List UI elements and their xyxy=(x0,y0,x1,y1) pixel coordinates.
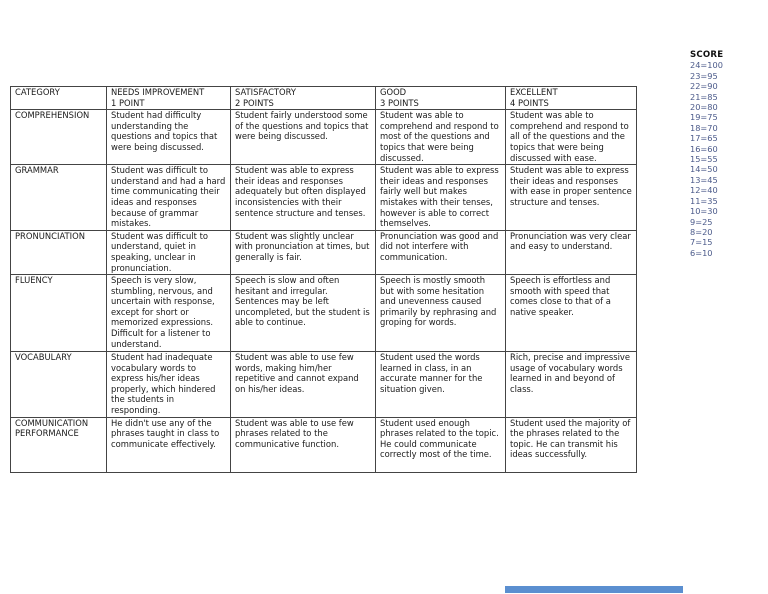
header-needs-improvement: NEEDS IMPROVEMENT 1 POINT xyxy=(107,87,231,110)
score-item: 11=35 xyxy=(690,195,718,206)
table-cell: He didn't use any of the phrases taught in class to communicate effectively. xyxy=(107,417,231,472)
table-cell: Student was difficult to understand, quiet in speaking, unclear in pronunciation. xyxy=(107,230,231,274)
score-title: SCORE xyxy=(690,50,724,60)
table-cell: Speech is effortless and smooth with speed that comes close to that of a native speaker. xyxy=(506,275,637,352)
table-cell: Student had difficulty understanding the questions and topics that were being discussed. xyxy=(107,110,231,165)
score-item: 9=25 xyxy=(690,216,713,227)
score-item: 15=55 xyxy=(690,154,718,165)
score-item: 7=15 xyxy=(690,237,713,248)
table-cell: Pronunciation was very clear and easy to understand. xyxy=(506,230,637,274)
row-category: COMPREHENSION xyxy=(11,110,107,165)
table-cell: Student was able to use few words, making him/her repetitive and cannot expand on his/her ideas. xyxy=(231,352,376,418)
header-row xyxy=(11,87,637,110)
table-cell: Student was able to use few phrases related to the communicative function. xyxy=(231,417,376,472)
score-item: 18=70 xyxy=(690,122,718,133)
rubric-table xyxy=(10,86,637,473)
decorative-blue-bar xyxy=(505,586,683,593)
header-satisfactory: SATISFACTORY 2 POINTS xyxy=(231,87,376,110)
table-cell: Student was difficult to understand and had a hard time communicating their ideas and responses because of grammar mistakes. xyxy=(107,165,231,231)
table-cell: Speech is slow and often hesitant and irregular. Sentences may be left uncompleted, but the student is able to continue. xyxy=(231,275,376,352)
row-category: FLUENCY xyxy=(11,275,107,352)
table-row xyxy=(11,352,637,418)
score-item: 22=90 xyxy=(690,81,718,92)
table-cell: Student was able to express their ideas and responses fairly well but makes mistakes with their tenses, however is able to correct themselves. xyxy=(376,165,506,231)
score-item: 13=45 xyxy=(690,174,718,185)
table-row xyxy=(11,165,637,231)
score-item: 16=60 xyxy=(690,143,718,154)
score-item: 21=85 xyxy=(690,91,718,102)
score-legend xyxy=(690,50,760,258)
table-row xyxy=(11,230,637,274)
score-item: 12=40 xyxy=(690,185,718,196)
row-category: COMMUNICATION PERFORMANCE xyxy=(11,417,107,472)
row-category: GRAMMAR xyxy=(11,165,107,231)
table-cell: Student had inadequate vocabulary words to express his/her ideas properly, which hindered the students in responding. xyxy=(107,352,231,418)
table-cell: Student was able to express their ideas and responses adequately but often displayed inconsistencies with their sentence structure and tenses. xyxy=(231,165,376,231)
score-item: 24=100 xyxy=(690,60,723,71)
score-item: 20=80 xyxy=(690,102,718,113)
table-cell: Pronunciation was good and did not interfere with communication. xyxy=(376,230,506,274)
table-cell: Student used the majority of the phrases related to the topic. He can transmit his ideas successfully. xyxy=(506,417,637,472)
score-item: 10=30 xyxy=(690,206,718,217)
score-item: 19=75 xyxy=(690,112,718,123)
header-excellent: EXCELLENT 4 POINTS xyxy=(506,87,637,110)
table-cell: Student was able to comprehend and respond to all of the questions and the topics that were being discussed with ease. xyxy=(506,110,637,165)
table-cell: Student was slightly unclear with pronunciation at times, but generally is fair. xyxy=(231,230,376,274)
row-category: PRONUNCIATION xyxy=(11,230,107,274)
score-item: 8=20 xyxy=(690,226,713,237)
table-cell: Student was able to comprehend and respond to most of the questions and topics that were being discussed. xyxy=(376,110,506,165)
table-cell: Student used the words learned in class, in an accurate manner for the situation given. xyxy=(376,352,506,418)
score-item: 14=50 xyxy=(690,164,718,175)
table-row xyxy=(11,417,637,472)
table-row xyxy=(11,275,637,352)
table-cell: Speech is mostly smooth but with some hesitation and unevenness caused primarily by rephrasing and groping for words. xyxy=(376,275,506,352)
table-cell: Student used enough phrases related to the topic. He could communicate correctly most of the time. xyxy=(376,417,506,472)
table-cell: Student was able to express their ideas and responses with ease in proper sentence structure and tenses. xyxy=(506,165,637,231)
row-category: VOCABULARY xyxy=(11,352,107,418)
table-cell: Rich, precise and impressive usage of vocabulary words learned in and beyond of class. xyxy=(506,352,637,418)
score-item: 17=65 xyxy=(690,133,718,144)
table-row xyxy=(11,110,637,165)
table-cell: Speech is very slow, stumbling, nervous, and uncertain with response, except for short or memorized expressions. Difficult for a listener to understand. xyxy=(107,275,231,352)
score-item: 23=95 xyxy=(690,70,718,81)
table-cell: Student fairly understood some of the questions and topics that were being discussed. xyxy=(231,110,376,165)
header-good: GOOD 3 POINTS xyxy=(376,87,506,110)
header-category: CATEGORY xyxy=(11,87,107,110)
score-item: 6=10 xyxy=(690,247,713,258)
